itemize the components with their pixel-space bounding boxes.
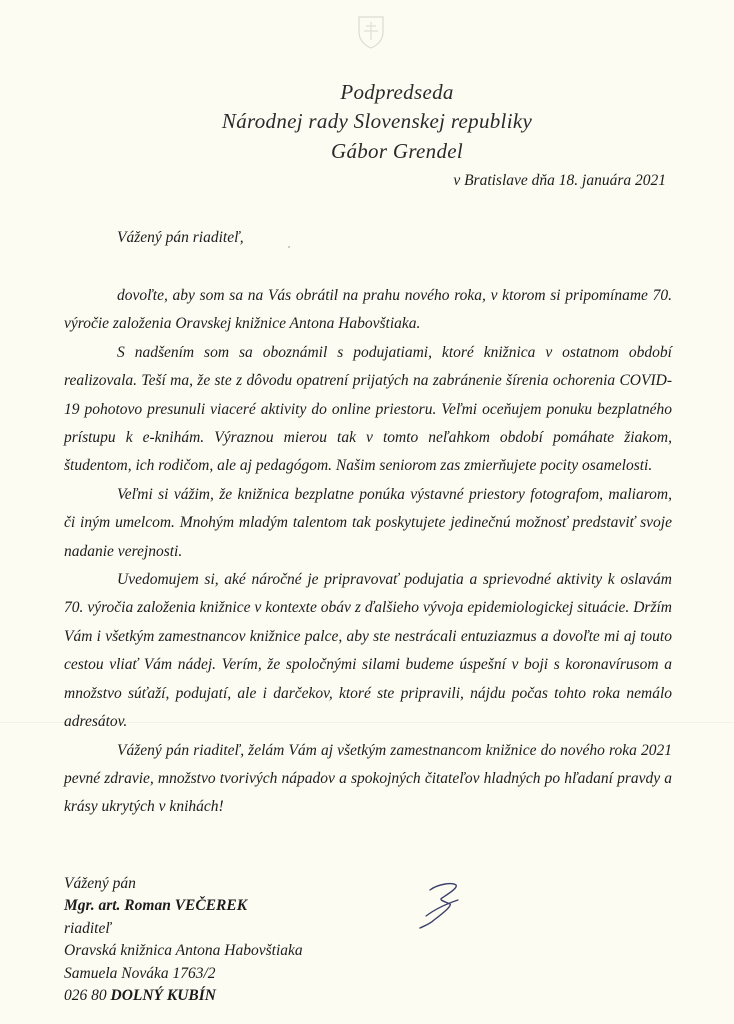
header-title: Podpredseda bbox=[340, 80, 454, 104]
address-street: Samuela Nováka 1763/2 bbox=[64, 964, 216, 982]
paper-fold-line bbox=[0, 722, 734, 723]
header-institution: Národnej rady Slovenskej republiky bbox=[221, 109, 533, 133]
paragraph-1: dovoľte, aby som sa na Vás obrátil na prahu nového roka, v ktorom si pripomíname 70. výročie založenia Oravskej knižnice Antona Habovštiaka. bbox=[64, 287, 672, 333]
address-institution: Oravská knižnica Antona Habovštiaka bbox=[64, 942, 303, 960]
address-city-line bbox=[64, 985, 303, 1007]
letter-body bbox=[64, 282, 672, 822]
paragraph-3: Veľmi si vážim, že knižnica bezplatne ponúka výstavné priestory fotografom, maliarom, či iným umelcom. Mnohým mladým talentom tak poskytujete jedinečnú možnosť predstaviť svoje nadanie verejnosti. bbox=[64, 485, 672, 560]
address-name-prefix: Mgr. art. Roman bbox=[64, 897, 175, 915]
address-name bbox=[64, 895, 303, 917]
letter-date: v Bratislave dňa 18. januára 2021 bbox=[453, 172, 666, 189]
address-name-surname: VEČEREK bbox=[174, 897, 248, 915]
paper-speck bbox=[288, 246, 290, 248]
state-emblem-watermark-icon bbox=[356, 14, 386, 50]
recipient-address bbox=[64, 873, 303, 1007]
paragraph-2: S nadšením som sa oboznámil s podujatiami, ktoré knižnica v ostatnom období realizovala. Teší ma, že ste z dôvodu opatrení prijatých na zabránenie šírenia ochorenia COVID-19 pohotovo presunuli viaceré aktivity do online priestoru. Veľmi oceňujem ponuku bezplatného prístupu k e-knihám. Výraznou mierou tak v tomto neľahkom období pomáhate žiakom, študentom, ich rodičom, ale aj pedagógom. Našim seniorom zas zmierňujete pocity osamelosti. bbox=[64, 343, 672, 475]
address-zip: 026 80 bbox=[64, 987, 111, 1005]
handwritten-signature-icon bbox=[412, 876, 468, 932]
address-city: DOLNÝ KUBÍN bbox=[110, 987, 216, 1005]
address-title: riaditeľ bbox=[64, 919, 111, 937]
address-greeting: Vážený pán bbox=[64, 875, 136, 892]
salutation: Vážený pán riaditeľ, bbox=[117, 229, 244, 246]
paragraph-4: Uvedomujem si, aké náročné je pripravovať podujatia a sprievodné aktivity k oslavám 70. výročia založenia knižnice v kontexte obáv z ďalšieho vývoja epidemiologickej situácie. Držím Vám i všetkým zamestnancov knižnice palce, aby ste nestrácali entuziazmus a dovoľte mi aj touto cestou vliať Vám nádej. Verím, že spoločnými silami budeme úspešní v boji s koronavírusom a množstvo súťaží, podujatí, ale i darčekov, ktoré ste pripravili, nájdu počas tohto roka nemálo adresátov. bbox=[64, 571, 672, 731]
header-name: Gábor Grendel bbox=[330, 139, 464, 163]
paragraph-5: Vážený pán riaditeľ, želám Vám aj všetkým zamestnancom knižnice do nového roka 2021 pevné zdravie, množstvo tvorivých nápadov a spokojných čitateľov hladných po hľadaní pravdy a krásy ukrytých v knihách! bbox=[64, 741, 672, 816]
